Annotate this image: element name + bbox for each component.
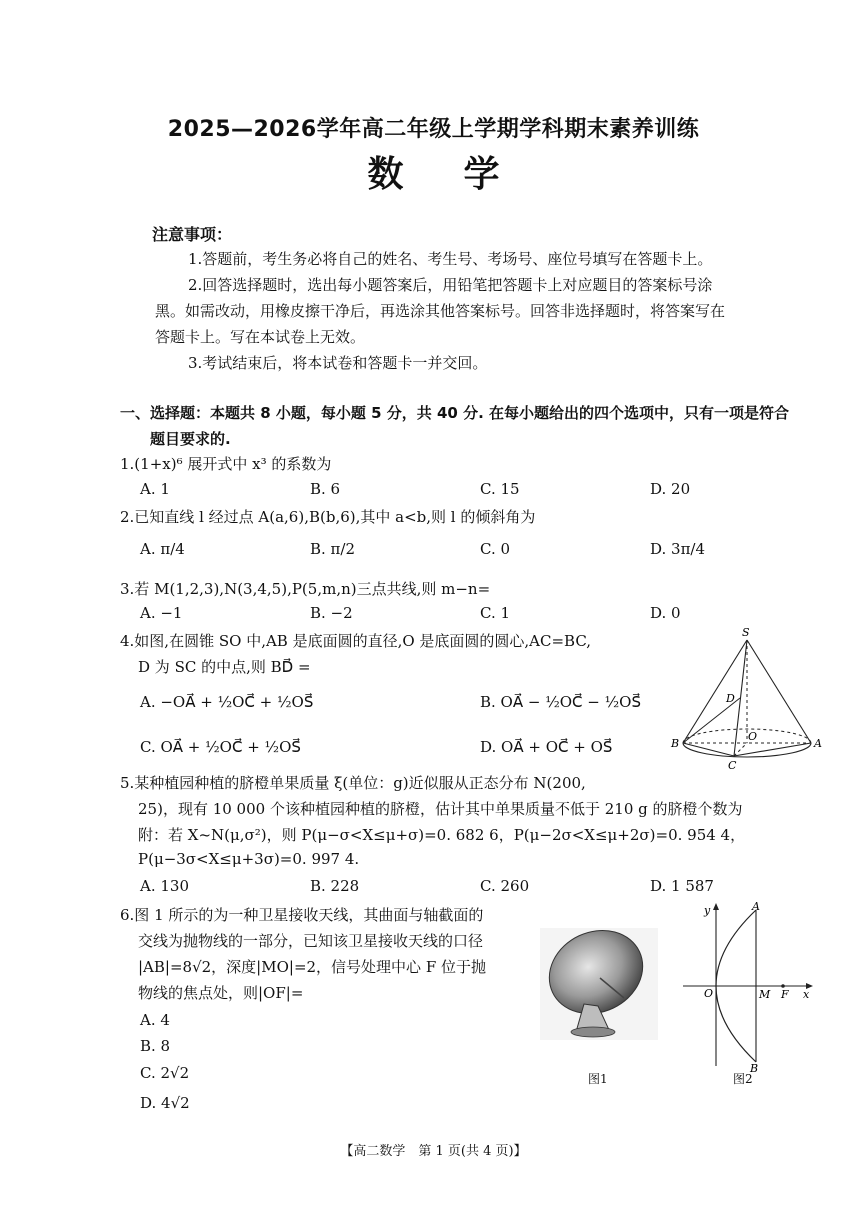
satellite-dish-photo <box>540 928 658 1040</box>
q5-line3: 附：若 X~N(μ,σ²)，则 P(μ−σ<X≤μ+σ)=0. 682 6，P(μ−2σ<X≤μ+2σ)=0. 954 4， <box>138 826 746 844</box>
cone-label-o: O <box>748 730 758 743</box>
q4-option-a: A. −OA⃗ + ½OC⃗ + ½OS⃗ <box>140 693 314 711</box>
q3-option-a: A. −1 <box>140 604 183 622</box>
fig2-label-f: F <box>781 988 789 1001</box>
q6-option-b: B. 8 <box>140 1037 171 1055</box>
cone-segment-ca <box>734 743 811 756</box>
figure1-caption: 图1 <box>588 1072 608 1086</box>
q4-stem-line1: 4.如图,在圆锥 SO 中,AB 是底面圆的直径,O 是底面圆的圆心,AC=BC, <box>120 632 592 650</box>
figure2-caption: 图2 <box>733 1072 753 1086</box>
q4-option-c: C. OA⃗ + ½OC⃗ + ½OS⃗ <box>140 738 301 756</box>
cone-edge-sa <box>747 640 811 743</box>
q2-option-b: B. π/2 <box>310 540 356 558</box>
subject-title: 数学 <box>367 154 560 195</box>
q5-line1: 5.某种植园种植的脐橙单果质量 ξ(单位：g)近似服从正态分布 N(200, <box>120 774 586 792</box>
q2-option-c: C. 0 <box>480 540 511 558</box>
q2-stem: 2.已知直线 l 经过点 A(a,6),B(b,6),其中 a<b,则 l 的倾斜角为 <box>120 508 536 526</box>
q6-option-d: D. 4√2 <box>140 1094 190 1112</box>
section-heading-cont: 题目要求的. <box>150 430 231 448</box>
notes-heading: 注意事项： <box>152 225 233 244</box>
q3-stem: 3.若 M(1,2,3),N(3,4,5),P(5,m,n)三点共线,则 m−n= <box>120 580 491 598</box>
cone-label-d: D <box>726 692 735 705</box>
q1-stem: 1.(1+x)⁶ 展开式中 x³ 的系数为 <box>120 455 332 473</box>
q1-option-b: B. 6 <box>310 480 341 498</box>
q2-option-a: A. π/4 <box>140 540 185 558</box>
q1-option-c: C. 15 <box>480 480 520 498</box>
cone-label-c: C <box>728 759 737 772</box>
fig2-label-b: B <box>750 1062 759 1072</box>
q5-option-d: D. 1 587 <box>650 877 714 895</box>
q6-option-a: A. 4 <box>140 1011 170 1029</box>
cone-label-a: A <box>814 737 822 750</box>
page-footer: 【高二数学 第 1 页(共 4 页)】 <box>340 1144 527 1159</box>
q3-option-b: B. −2 <box>310 604 353 622</box>
fig2-label-o: O <box>704 987 714 1000</box>
q4-stem-line2: D 为 SC 的中点,则 BD⃗ = <box>138 658 311 676</box>
fig2-label-y: y <box>704 904 711 917</box>
q1-option-a: A. 1 <box>140 480 170 498</box>
note-item: 2.回答选择题时，选出每小题答案后，用铅笔把答题卡上对应题目的答案标号涂 <box>188 276 713 294</box>
cone-label-s: S <box>742 626 750 639</box>
section-heading: 一、选择题：本题共 8 小题，每小题 5 分，共 40 分. 在每小题给出的四个选项中，只有一项是符合 <box>120 404 790 422</box>
fig2-label-a: A <box>752 900 760 913</box>
q5-line4: P(μ−3σ<X≤μ+3σ)=0. 997 4. <box>138 850 360 868</box>
q6-line1: 6.图 1 所示的为一种卫星接收天线，其曲面与轴截面的 <box>120 906 484 924</box>
q4-option-b: B. OA⃗ − ½OC⃗ − ½OS⃗ <box>480 693 641 711</box>
q6-line2: 交线为抛物线的一部分，已知该卫星接收天线的口径 <box>138 932 484 950</box>
q2-option-d: D. 3π/4 <box>650 540 706 558</box>
note-item: 黑。如需改动，用橡皮擦干净后，再选涂其他答案标号。回答非选择题时，将答案写在 <box>155 302 726 320</box>
exam-title: 2025—2026学年高二年级上学期学科期末素养训练 <box>167 117 700 142</box>
q6-line4: 物线的焦点处，则|OF|= <box>138 984 304 1002</box>
q5-option-a: A. 130 <box>140 877 189 895</box>
fig2-label-x: x <box>803 988 810 1001</box>
parabola-figure <box>680 900 815 1072</box>
q5-line2: 25)，现有 10 000 个该种植园种植的脐橙，估计其中单果质量不低于 210 g 的脐橙个数为 <box>138 800 743 818</box>
q6-option-c: C. 2√2 <box>140 1064 190 1082</box>
note-item: 1.答题前，考生务必将自己的姓名、考生号、考场号、座位号填写在答题卡上。 <box>188 250 713 268</box>
q4-option-d: D. OA⃗ + OC⃗ + OS⃗ <box>480 738 613 756</box>
q1-option-d: D. 20 <box>650 480 691 498</box>
q3-option-d: D. 0 <box>650 604 681 622</box>
q6-line3: |AB|=8√2，深度|MO|=2，信号处理中心 F 位于抛 <box>138 958 486 976</box>
q5-option-c: C. 260 <box>480 877 530 895</box>
q5-option-b: B. 228 <box>310 877 360 895</box>
cone-figure <box>668 622 828 772</box>
note-item: 答题卡上。写在本试卷上无效。 <box>155 328 366 346</box>
note-item: 3.考试结束后，将本试卷和答题卡一并交回。 <box>188 354 488 372</box>
cone-label-b: B <box>671 737 680 750</box>
q3-option-c: C. 1 <box>480 604 511 622</box>
fig2-label-m: M <box>759 988 771 1001</box>
